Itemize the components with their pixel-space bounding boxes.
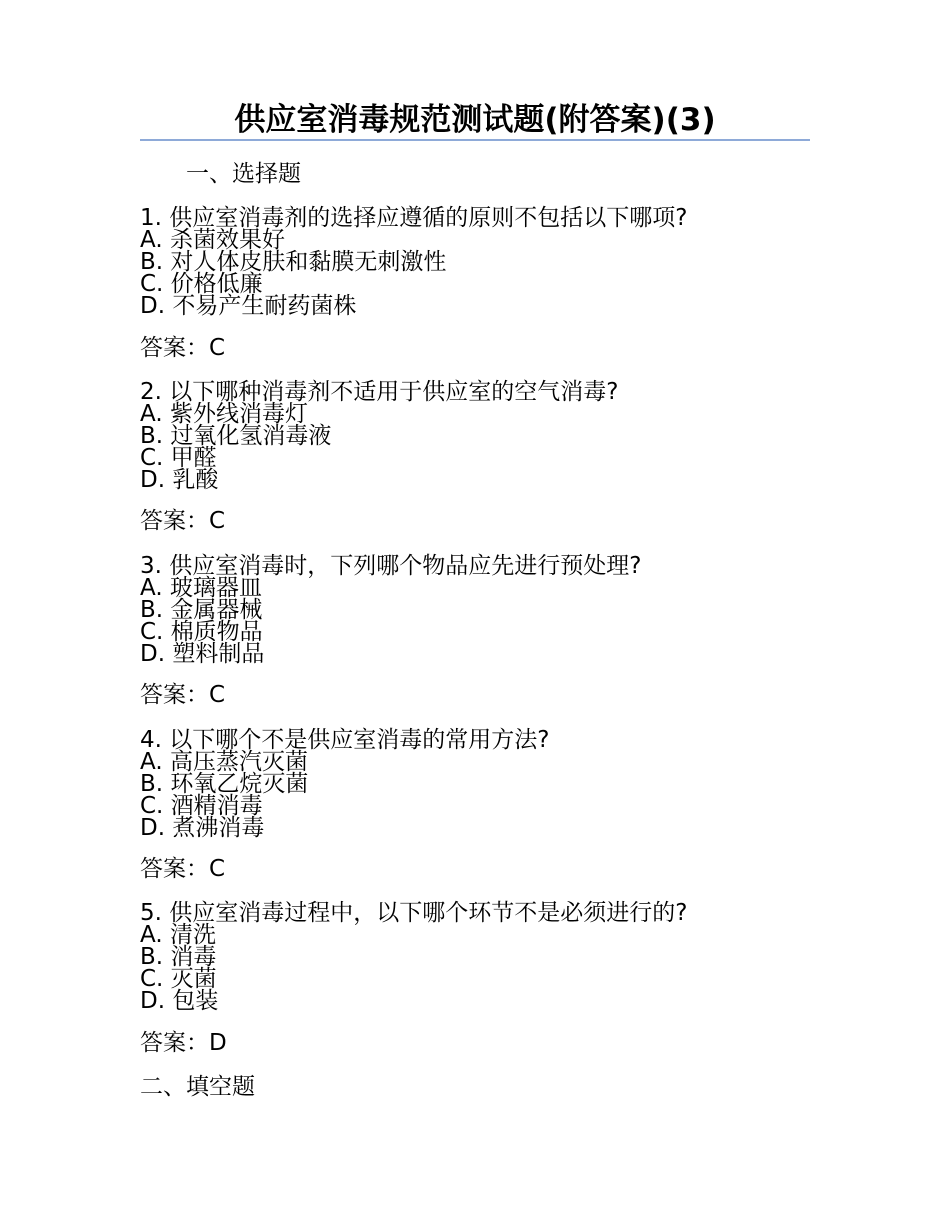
option-c: C. 价格低廉 — [140, 271, 263, 297]
answer-1: 答案：C — [140, 335, 226, 361]
option-b: B. 对人体皮肤和黏膜无刺激性 — [140, 249, 447, 275]
option-b: B. 环氧乙烷灭菌 — [140, 771, 309, 797]
question-1 — [140, 207, 840, 317]
option-c: C. 甲醛 — [140, 445, 217, 471]
option-d: D. 不易产生耐药菌株 — [140, 293, 357, 319]
question-2 — [140, 381, 840, 491]
section-heading-choice: 一、选择题 — [186, 161, 301, 187]
answer-3: 答案：C — [140, 682, 226, 708]
question-4 — [140, 729, 840, 839]
option-d: D. 塑料制品 — [140, 641, 265, 667]
option-d: D. 煮沸消毒 — [140, 815, 265, 841]
option-c: C. 灭菌 — [140, 966, 217, 992]
answer-2: 答案：C — [140, 508, 226, 534]
option-a: A. 高压蒸汽灭菌 — [140, 749, 308, 775]
option-c: C. 棉质物品 — [140, 619, 263, 645]
question-stem: 5. 供应室消毒过程中，以下哪个环节不是必须进行的? — [140, 900, 688, 926]
answer-5: 答案：D — [140, 1030, 227, 1056]
question-stem: 2. 以下哪种消毒剂不适用于供应室的空气消毒? — [140, 379, 619, 405]
option-b: B. 消毒 — [140, 944, 217, 970]
option-b: B. 过氧化氢消毒液 — [140, 423, 332, 449]
option-a: A. 玻璃器皿 — [140, 575, 262, 601]
question-5 — [140, 902, 840, 1012]
title-underline — [140, 139, 810, 141]
question-stem: 3. 供应室消毒时，下列哪个物品应先进行预处理? — [140, 553, 642, 579]
question-3 — [140, 555, 840, 665]
option-a: A. 紫外线消毒灯 — [140, 401, 308, 427]
document-title: 供应室消毒规范测试题(附答案)(3) — [234, 102, 716, 138]
option-d: D. 包装 — [140, 988, 219, 1014]
option-c: C. 酒精消毒 — [140, 793, 263, 819]
option-a: A. 清洗 — [140, 922, 216, 948]
option-d: D. 乳酸 — [140, 467, 219, 493]
section-heading-fill-in: 二、填空题 — [140, 1074, 255, 1100]
option-a: A. 杀菌效果好 — [140, 227, 285, 253]
answer-4: 答案：C — [140, 856, 226, 882]
option-b: B. 金属器械 — [140, 597, 263, 623]
question-stem: 1. 供应室消毒剂的选择应遵循的原则不包括以下哪项? — [140, 205, 688, 231]
question-stem: 4. 以下哪个不是供应室消毒的常用方法? — [140, 727, 550, 753]
